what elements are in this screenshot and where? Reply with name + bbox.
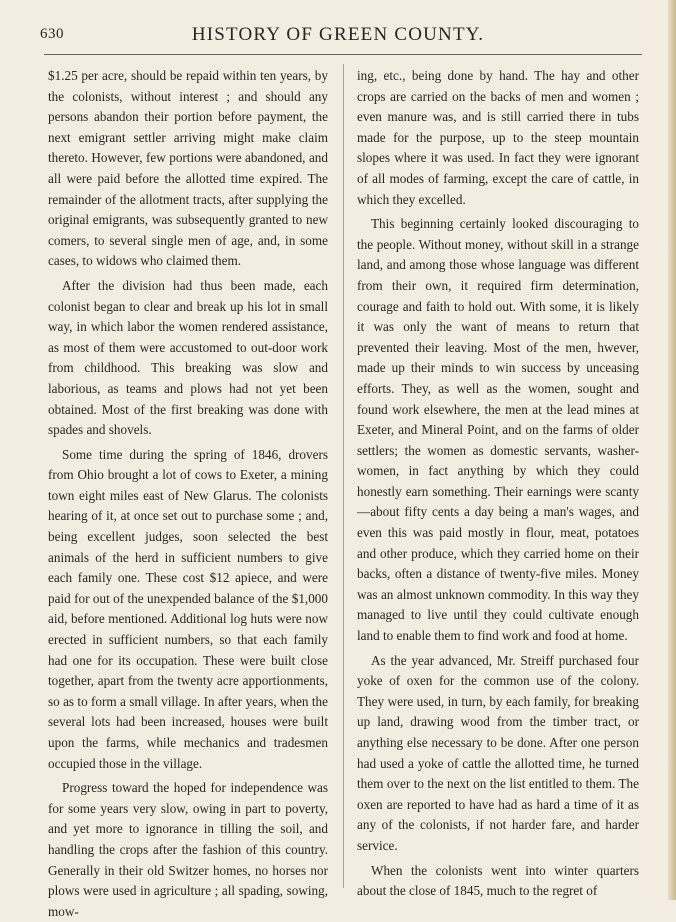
left-column (48, 66, 328, 922)
paragraph: As the year advanced, Mr. Streiff purchased four yoke of oxen for the common use of the colony. They were used, in turn, by each family, for breaking up land, drawing wood from the timber tract, or anything else necessary to be done. After one person had used a yoke of cattle the allotted time, he turned them over to the next on the list entitled to them. The oxen are reported to have had as hard a time of it as any of the colonists, if not harder fare, and harder service. (357, 652, 639, 853)
paragraph: Some time during the spring of 1846, drovers from Ohio brought a lot of cows to Exeter, a mining town eight miles east of New Glarus. The colonists hearing of it, at once set out to purchase some ; and, being excellent judges, soon selected the best animals of the herd in sufficient numbers to give each family one. These cost $12 apiece, and were paid for out of the unexpended balance of the $1,000 aid, before mentioned. Additional log huts were now erected in sufficient numbers, so that each family had one for its occupation. These were built close together, apart from the twenty acre apportionments, so as to form a small village. In after years, when the several lots had been increased, houses were built upon the farms, while mechanics and tradesmen occupied those in the village. (48, 446, 328, 771)
running-title: HISTORY OF GREEN COUNTY. (191, 24, 485, 45)
paragraph: After the division had thus been made, each colonist began to clear and break up his lot in small way, in which labor the women rendered assistance, as most of them were accustomed to out-door work from childhood. This breaking was slow and laborious, as teams and plows had not yet been obtained. Most of the first breaking was done with spades and shovels. (48, 277, 328, 438)
page-header (40, 26, 636, 48)
page-number: 630 (40, 26, 64, 42)
page-edge (668, 0, 676, 900)
header-rule (44, 54, 642, 55)
column-divider (343, 64, 344, 888)
right-column (357, 66, 639, 902)
paragraph: Progress toward the hoped for independence was for some years very slow, owing in part to poverty, and yet more to ignorance in tilling the soil, and handling the crops after the fashion of this country. Generally in their old Switzer homes, no horses nor plows were used in agriculture ; all spading, sowing, mow- (48, 780, 328, 919)
paragraph: This beginning certainly looked discouraging to the people. Without money, without skill in a strange land, and among those whose language was different from their own, it required firm determination, courage and faith to hold out. With some, it is likely it was only the want of means to return that prevented their leaving. Most of the men, hwever, made up their minds to win success by unceasing efforts. They, as well as the women, sought and found work elsewhere, the men at the lead mines at Exeter, and Mineral Point, and on the farms of older settlers; the women as domestic servants, washer-women, in fact anything by which they could honestly earn something. Their earnings were scanty—about fifty cents a day being a man's wages, and even this was paid mostly in flour, meat, potatoes and other produce, which they carried home on their backs, often a distance of twenty-five miles. Money was an almost unknown commodity. In this way they managed to live until they could cultivate enough land to enable them to find work and food at home. (357, 216, 639, 644)
paragraph: $1.25 per acre, should be repaid within ten years, by the colonists, without interest ; and should any persons abandon their portion before payment, the next emigrant settler arriving might make claim thereto. However, few portions were abandoned, and all were paid before the allotted time expired. The remainder of the allotment tracts, after supplying the original emigrants, was subsequently granted to new comers, to several single men of age, and, in some cases, to widows who claimed them. (48, 68, 328, 269)
paragraph: ing, etc., being done by hand. The hay and other crops are carried on the backs of men and women ; even manure was, and is still carried there in tubs made for the purpose, up to the steep mountain slopes where it was used. In fact they were ignorant of all modes of farming, except the care of cattle, in which they excelled. (357, 68, 639, 207)
paragraph: When the colonists went into winter quarters about the close of 1845, much to the regret of (357, 862, 639, 899)
